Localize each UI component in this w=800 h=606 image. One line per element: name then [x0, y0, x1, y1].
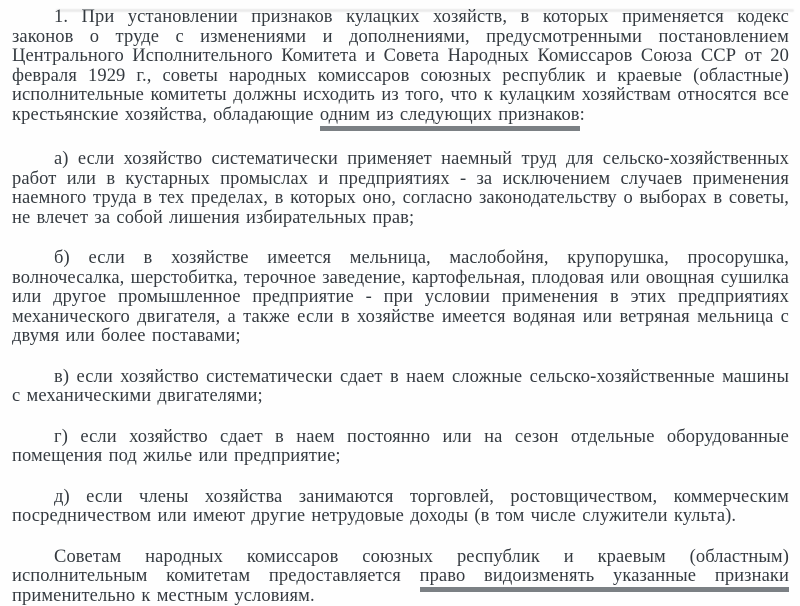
- paragraph: [12, 548, 789, 606]
- paragraph: [12, 150, 789, 228]
- document-text: [12, 8, 789, 606]
- paragraph: [12, 368, 789, 407]
- underlined-text: право видоизменять указанные признаки: [420, 566, 789, 592]
- paragraph: [12, 428, 789, 467]
- text-run: :: [579, 104, 585, 125]
- text-run: а) если хозяйство систематически применяет наемный труд для сельско-хозяйственных работ или в кустарных промыслах и предприятиях - за исключением случаев применения наемного труда в тех пределах, в которых оно, согласно законодательству о выборах в советы, не влечет за собой лишения избирательных прав;: [12, 149, 789, 228]
- text-run: 1. При установлении признаков кулацких хозяйств, в которых применяется кодекс законов о труде с изменениями и дополнениями, предусмотренными постановлением Центрального Исполнительного Комитета и Совета Народных Комиссаров Союза ССР от 20 февраля 1929 г., советы народных комиссаров союзных республик и краевые (областные) исполнительные комитеты должны исходить из того, что к кулацким хозяйствам относятся все крестьянские хозяйства, обладающие: [12, 7, 789, 125]
- text-run: Советам народных комиссаров союзных республик и краевым (областным) исполнительным комитетам предоставляется: [12, 546, 789, 586]
- paragraph: [12, 8, 789, 125]
- paragraph: [12, 488, 789, 527]
- text-run: г) если хозяйство сдает в наем постоянно или на сезон отдельные оборудованные помещения под жилье или предприятие;: [12, 426, 789, 466]
- text-run: б) если в хозяйстве имеется мельница, маслобойня, крупорушка, просорушка, волночесалка, шерстобитка, терочное заведение, картофельная, плодовая или овощная сушилка или другое промышленное предприятие - при условии применения в этих предприятиях механического двигателя, а также если в хозяйстве имеется водяная или ветряная мельница с двумя или более поставами;: [12, 248, 789, 346]
- text-run: в) если хозяйство систематически сдает в наем сложные сельско-хозяйственные машины с механическими двигателями;: [12, 366, 789, 406]
- underlined-text: одним из следующих признаков: [320, 105, 580, 131]
- text-run: применительно к местным условиям.: [12, 585, 315, 606]
- paragraph: [12, 249, 789, 347]
- text-run: д) если члены хозяйства занимаются торговлей, ростовщичеством, коммерческим посредничеством или имеют другие нетрудовые доходы (в том числе служители культа).: [12, 486, 789, 526]
